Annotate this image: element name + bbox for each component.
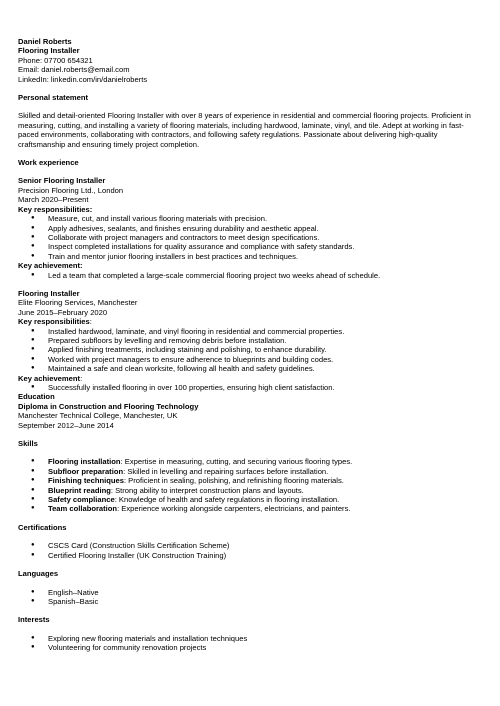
education — [18, 392, 482, 430]
languages-list — [18, 588, 482, 607]
list-item: ● Train and mentor junior flooring installers in best practices and techniques. — [18, 252, 482, 261]
responsibilities-label: Key responsibilities — [18, 317, 90, 327]
education-dates: September 2012–June 2014 — [18, 420, 114, 430]
list-item: ● Collaborate with project managers and contractors to meet design specifications. — [18, 233, 482, 242]
skill-name: Finishing techniques — [48, 476, 124, 486]
skill-desc: : Strong ability to interpret construction plans and layouts. — [110, 485, 304, 495]
skill-name: Blueprint reading — [48, 485, 111, 495]
certifications-heading: Certifications — [18, 522, 67, 532]
achievement-label: Key achievement — [18, 373, 81, 383]
skill-desc: : Expertise in measuring, cutting, and securing various flooring types. — [120, 457, 353, 467]
personal-statement-heading: Personal statement — [18, 93, 89, 103]
job-dates: June 2015–February 2020 — [18, 307, 108, 317]
work-experience-heading: Work experience — [18, 158, 79, 168]
skill-desc: : Proficient in sealing, polishing, and refinishing flooring materials. — [123, 476, 344, 486]
skill-item — [18, 495, 482, 504]
candidate-title: Flooring Installer — [18, 46, 80, 56]
achievement-label: Key achievement: — [18, 261, 83, 271]
achievements-list — [18, 271, 482, 280]
skills-list — [18, 457, 482, 513]
header — [18, 37, 482, 84]
phone: Phone: 07700 654321 — [18, 55, 93, 65]
list-item: ● Spanish–Basic — [18, 597, 482, 606]
job-company: Elite Flooring Services, Manchester — [18, 298, 138, 308]
responsibilities-list — [18, 327, 482, 374]
skill-item — [18, 476, 482, 485]
skill-name: Flooring installation — [48, 457, 121, 467]
education-heading: Education — [18, 392, 55, 402]
languages-heading: Languages — [18, 569, 59, 579]
job-title: Flooring Installer — [18, 288, 80, 298]
responsibilities-list — [18, 214, 482, 261]
skill-item — [18, 486, 482, 495]
list-item: ● Successfully installed flooring in over 100 properties, ensuring high client satisfaction. — [18, 383, 482, 392]
list-item: ● Worked with project managers to ensure adherence to blueprints and building codes. — [18, 355, 482, 364]
job-company: Precision Flooring Ltd., London — [18, 185, 124, 195]
skill-desc: : Experience working alongside carpenters, electricians, and painters. — [117, 504, 351, 514]
skill-name: Safety compliance — [48, 495, 115, 505]
job-title: Senior Flooring Installer — [18, 176, 106, 186]
list-item: ● Volunteering for community renovation projects — [18, 643, 482, 652]
skill-desc: : Knowledge of health and safety regulations in flooring installation. — [114, 495, 340, 505]
list-item: ● Prepared subfloors by levelling and removing debris before installation. — [18, 336, 482, 345]
skill-item — [18, 504, 482, 513]
list-item: ● Maintained a safe and clean worksite, following all health and safety guidelines. — [18, 364, 482, 373]
responsibilities-label: Key responsibilities: — [18, 204, 93, 214]
job-dates: March 2020–Present — [18, 195, 89, 205]
skill-item — [18, 457, 482, 466]
list-item: ● Installed hardwood, laminate, and vinyl flooring in residential and commercial properties. — [18, 327, 482, 336]
skill-name: Team collaboration — [48, 504, 118, 514]
skill-name: Subfloor preparation — [48, 466, 124, 476]
candidate-name: Daniel Roberts — [18, 37, 72, 46]
list-item: ● Measure, cut, and install various flooring materials with precision. — [18, 214, 482, 223]
email: Email: daniel.roberts@email.com — [18, 65, 130, 75]
interests-list — [18, 634, 482, 653]
certifications-list — [18, 541, 482, 560]
personal-statement-text: Skilled and detail-oriented Flooring Installer with over 8 years of experience in residential and commercial flooring projects. Proficient in measuring, cutting, and installing a variety of flooring materials, including hardwood, laminate, vinyl, and tile. Adept at working in fast-paced environments, collaborating with contractors, and following safety regulations. Passionate about delivering high-quality craftsmanship and ensuring timely project completion. — [18, 111, 471, 149]
list-item: ● English–Native — [18, 588, 482, 597]
job-entry — [18, 176, 482, 279]
list-item: ● Led a team that completed a large-scale commercial flooring project two weeks ahead of schedule. — [18, 271, 482, 280]
education-school: Manchester Technical College, Manchester, UK — [18, 411, 178, 421]
achievements-list — [18, 383, 482, 392]
list-item: ● Inspect completed installations for quality assurance and compliance with safety standards. — [18, 242, 482, 251]
skill-item — [18, 467, 482, 476]
list-item: ● Exploring new flooring materials and installation techniques — [18, 634, 482, 643]
skills-heading: Skills — [18, 439, 38, 449]
skill-desc: : Skilled in levelling and repairing surfaces before installation. — [123, 466, 329, 476]
list-item: ● Apply adhesives, sealants, and finishes ensuring durability and aesthetic appeal. — [18, 224, 482, 233]
list-item: ● Applied finishing treatments, including staining and polishing, to enhance durability. — [18, 345, 482, 354]
job-entry: Flooring Installer Elite Flooring Services, Manchester June 2015–February 2020 Key responsibilities: ● Installed hardwood, laminate, and vinyl flooring in residential and commercial properties. ● Prepared subfloors by levelling and removing debris before installation. ● Applied finishing treatments, including staining and polishing, to enhance durability. ● Worked with project managers to ensure adherence to blueprints and building codes. ● Maintained a safe and clean worksite, following all health and safety guidelines. Key achievement: ● Successfully installed flooring in over 100 properties, ensuring high client satisfaction. — [18, 289, 482, 392]
interests-heading: Interests — [18, 615, 50, 625]
education-degree: Diploma in Construction and Flooring Technology — [18, 401, 199, 411]
linkedin: LinkedIn: linkedin.com/in/danielroberts — [18, 74, 148, 84]
list-item: ● CSCS Card (Construction Skills Certification Scheme) — [18, 541, 482, 550]
list-item: ● Certified Flooring Installer (UK Construction Training) — [18, 551, 482, 560]
